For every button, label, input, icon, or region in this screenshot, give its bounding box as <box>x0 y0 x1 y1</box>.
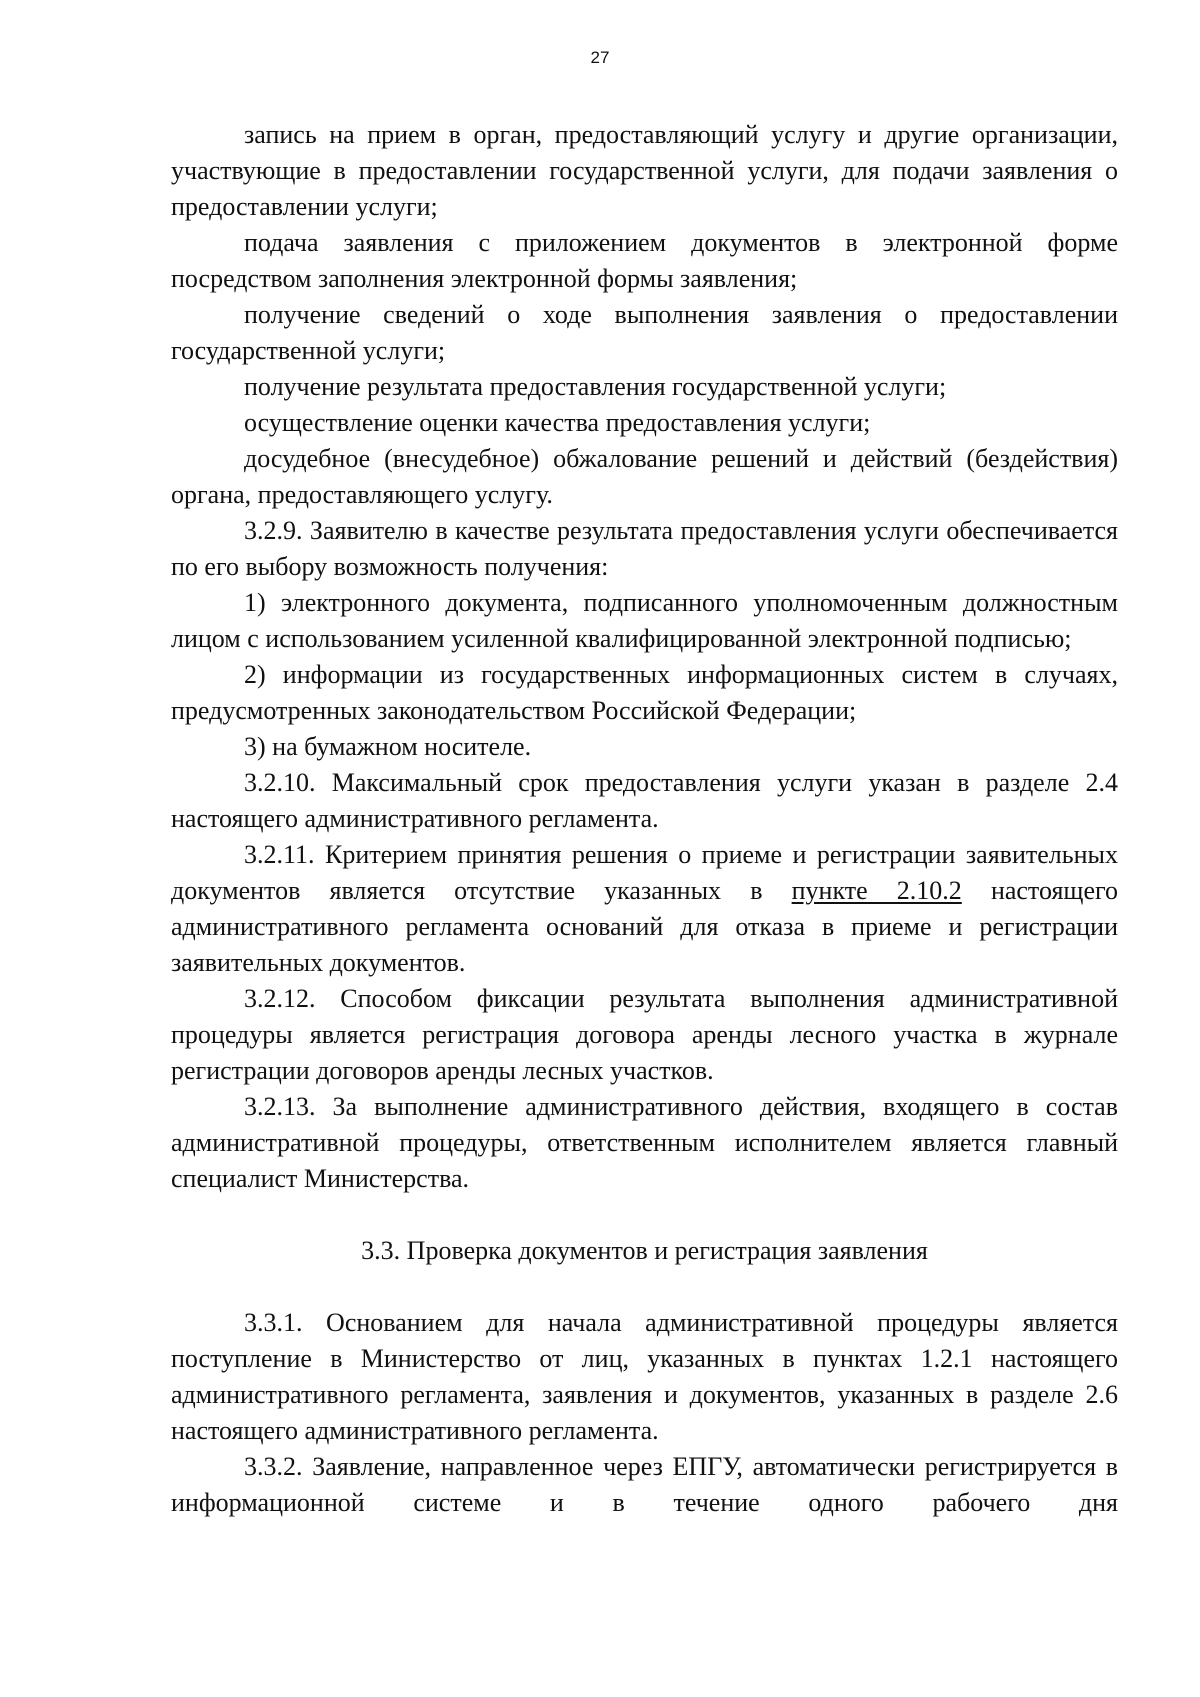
clause-2-10-2-link[interactable]: пункте 2.10.2 <box>791 876 962 905</box>
paragraph-quality-assessment: осуществление оценки качества предоставления услуги; <box>244 408 871 437</box>
paragraph-3-2-10: 3.2.10. Максимальный срок предоставления услуги указан в разделе 2.4 настоящего административного регламента. <box>171 768 1118 833</box>
section-heading: 3.3. Проверка документов и регистрация заявления <box>361 1236 928 1265</box>
paragraph-3-2-9: 3.2.9. Заявителю в качестве результата предоставления услуги обеспечивается по его выбору возможность получения: <box>171 516 1118 581</box>
paragraph-3-3-2: 3.3.2. Заявление, направленное через ЕПГУ, автоматически регистрируется в информационной системе и в течение одного рабочего дня <box>171 1452 1118 1517</box>
paragraph-3-2-11-start: 3.2.11. Критерием принятия решения о приеме и регистрации заявительных документов является отсутствие указанных в <box>171 840 1118 905</box>
paragraph-3-2-13: 3.2.13. За выполнение административного действия, входящего в состав административной процедуры, ответственным исполнителем является главный специалист Министерства. <box>171 1092 1118 1193</box>
paragraph-option-1: 1) электронного документа, подписанного уполномоченным должностным лицом с использованием усиленной квалифицированной электронной подписью; <box>171 588 1118 653</box>
paragraph-option-2: 2) информации из государственных информационных систем в случаях, предусмотренных законодательством Российской Федерации; <box>171 660 1118 725</box>
paragraph-appointment: запись на прием в орган, предоставляющий услугу и другие организации, участвующие в предоставлении государственной услуги, для подачи заявления о предоставлении услуги; <box>171 120 1118 221</box>
paragraph-result-receipt: получение результата предоставления государственной услуги; <box>244 372 947 401</box>
paragraph-3-2-11-end: настоящего административного регламента оснований для отказа в приеме и регистрации заявительных документов. <box>171 876 1118 977</box>
paragraph-option-3: 3) на бумажном носителе. <box>244 732 532 761</box>
paragraph-electronic-submission: подача заявления с приложением документов в электронной форме посредством заполнения электронной формы заявления; <box>171 228 1118 293</box>
page-number: 27 <box>590 48 610 67</box>
paragraph-3-3-1: 3.3.1. Основанием для начала административной процедуры является поступление в Министерство от лиц, указанных в пунктах 1.2.1 настоящего административного регламента, заявления и документов, указанных в разделе 2.6 настоящего административного регламента. <box>171 1308 1118 1445</box>
paragraph-pretrial-appeal: досудебное (внесудебное) обжалование решений и действий (бездействия) органа, предоставляющего услугу. <box>171 444 1118 509</box>
document-body <box>171 117 1118 1521</box>
paragraph-3-2-11 <box>171 837 1118 981</box>
paragraph-progress-info: получение сведений о ходе выполнения заявления о предоставлении государственной услуги; <box>171 300 1118 365</box>
paragraph-3-2-12: 3.2.12. Способом фиксации результата выполнения административной процедуры является регистрация договора аренды лесного участка в журнале регистрации договоров аренды лесных участков. <box>171 984 1118 1085</box>
